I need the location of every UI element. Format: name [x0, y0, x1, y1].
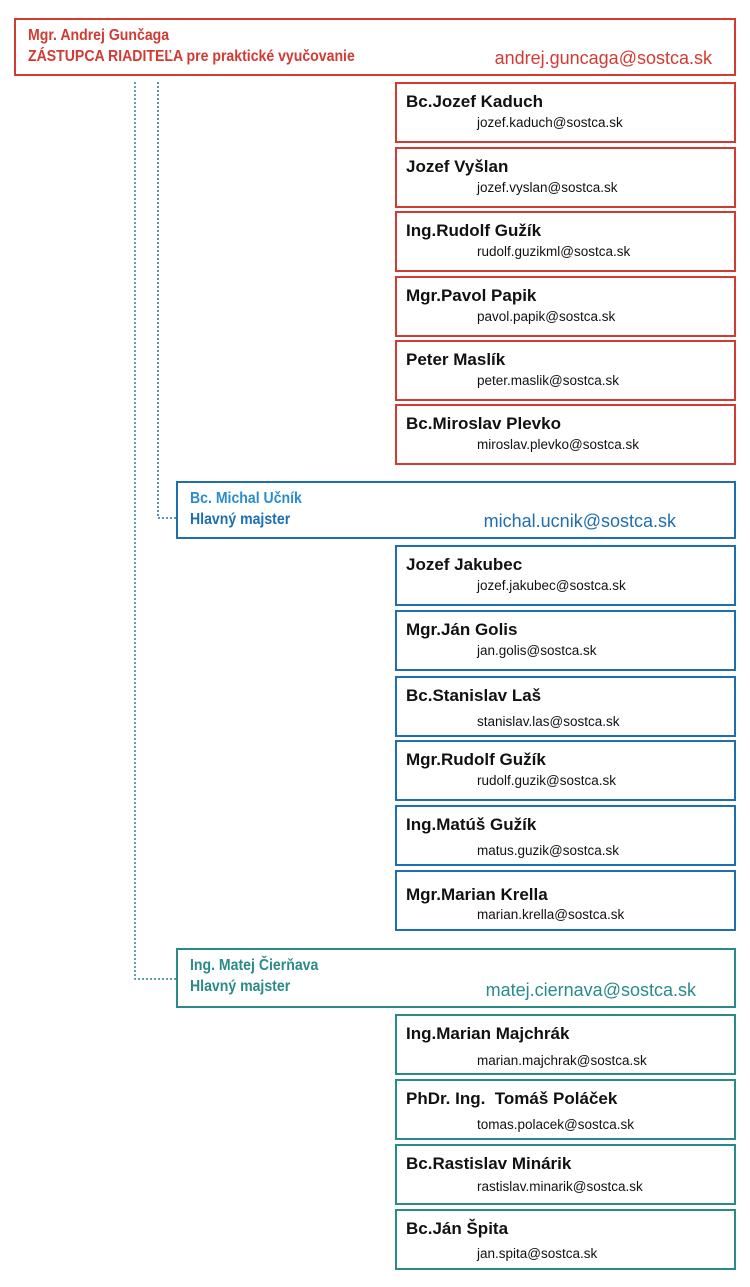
member-email[interactable]: jan.golis@sostca.sk — [477, 643, 597, 658]
member-name: Jozef Vyšlan — [406, 157, 509, 176]
member-email[interactable]: jan.spita@sostca.sk — [477, 1246, 598, 1261]
master1-name: Bc. Michal Učník — [190, 490, 302, 507]
member-email[interactable]: jozef.vyslan@sostca.sk — [477, 180, 618, 195]
member-name: Mgr.Rudolf Gužík — [406, 750, 546, 769]
member-card — [395, 404, 736, 465]
member-email[interactable]: pavol.papik@sostca.sk — [477, 309, 616, 324]
deputy-header — [14, 18, 736, 76]
member-email[interactable]: marian.krella@sostca.sk — [477, 907, 625, 922]
member-name: Mgr.Ján Golis — [406, 620, 518, 639]
member-email[interactable]: matus.guzik@sostca.sk — [477, 843, 620, 858]
member-email[interactable]: jozef.jakubec@sostca.sk — [477, 578, 626, 593]
member-name: Ing.Matúš Gužík — [406, 815, 537, 834]
member-card — [395, 740, 736, 801]
member-card — [395, 1144, 736, 1205]
member-card — [395, 805, 736, 866]
member-name: PhDr. Ing. Tomáš Poláček — [406, 1089, 618, 1108]
member-email[interactable]: tomas.polacek@sostca.sk — [477, 1117, 635, 1132]
master2-role: Hlavný majster — [190, 978, 291, 995]
master2-header — [176, 948, 736, 1008]
member-email[interactable]: rastislav.minarik@sostca.sk — [477, 1179, 643, 1194]
member-email[interactable]: rudolf.guzikml@sostca.sk — [477, 244, 631, 259]
member-card — [395, 276, 736, 337]
member-name: Ing.Rudolf Gužík — [406, 221, 542, 240]
member-email[interactable]: miroslav.plevko@sostca.sk — [477, 437, 639, 452]
member-card — [395, 1079, 736, 1140]
member-name: Ing.Marian Majchrák — [406, 1024, 570, 1043]
member-name: Peter Maslík — [406, 350, 506, 369]
member-name: Mgr.Marian Krella — [406, 885, 548, 904]
member-name: Bc.Jozef Kaduch — [406, 92, 543, 111]
member-email[interactable]: jozef.kaduch@sostca.sk — [477, 115, 623, 130]
member-email[interactable]: peter.maslik@sostca.sk — [477, 373, 620, 388]
master1-header — [176, 481, 736, 539]
master2-email[interactable]: matej.ciernava@sostca.sk — [485, 980, 696, 1000]
member-email[interactable]: marian.majchrak@sostca.sk — [477, 1053, 647, 1068]
master1-role: Hlavný majster — [190, 511, 291, 528]
member-name: Mgr.Pavol Papik — [406, 286, 537, 305]
member-card — [395, 610, 736, 671]
member-name: Bc.Ján Špita — [406, 1219, 509, 1238]
member-card — [395, 147, 736, 208]
deputy-name: Mgr. Andrej Gunčaga — [28, 27, 170, 44]
member-name: Bc.Rastislav Minárik — [406, 1154, 572, 1173]
member-card — [395, 82, 736, 143]
member-name: Bc.Stanislav Laš — [406, 686, 542, 705]
member-email[interactable]: stanislav.las@sostca.sk — [477, 714, 620, 729]
member-card — [395, 1014, 736, 1075]
master2-name: Ing. Matej Čierňava — [190, 957, 319, 974]
member-name: Jozef Jakubec — [406, 555, 523, 574]
connector-to-ciernava — [135, 82, 176, 979]
connector-to-ucnik — [158, 82, 176, 518]
member-card — [395, 211, 736, 272]
member-card — [395, 676, 736, 737]
member-email[interactable]: rudolf.guzik@sostca.sk — [477, 773, 617, 788]
member-card — [395, 545, 736, 606]
deputy-email[interactable]: andrej.guncaga@sostca.sk — [494, 48, 712, 68]
member-card — [395, 870, 736, 931]
member-name: Bc.Miroslav Plevko — [406, 414, 561, 433]
master1-email[interactable]: michal.ucnik@sostca.sk — [483, 511, 676, 531]
deputy-role: ZÁSTUPCA RIADITEĽA pre praktické vyučovanie — [28, 48, 355, 65]
member-card — [395, 1209, 736, 1270]
member-card — [395, 340, 736, 401]
